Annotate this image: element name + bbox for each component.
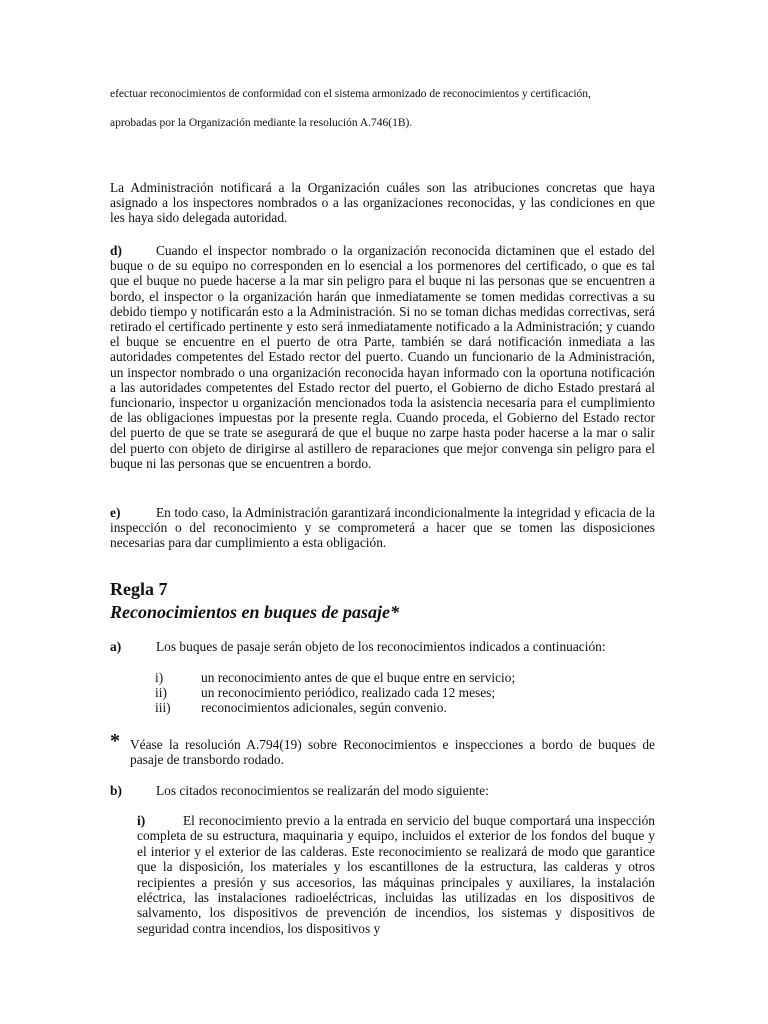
list-item-number: i)	[155, 670, 164, 685]
list-item-text: reconocimientos adicionales, según convenio.	[201, 700, 447, 715]
item-d-label: d)	[110, 243, 122, 258]
list-item	[155, 670, 515, 685]
list-item-text: un reconocimiento antes de que el buque entre en servicio;	[201, 670, 516, 685]
top-line-2: aprobadas por la Organización mediante la resolución A.746(1B).	[110, 117, 413, 129]
paragraph-admin-notice: La Administración notificará a la Organización cuáles son las atribuciones concretas que haya asignado a los inspectores nombrados o a las organizaciones reconocidas, y las condiciones en que les haya sido delegada autoridad.	[110, 180, 655, 226]
footnote-text: Véase la resolución A.794(19) sobre Reconocimientos e inspecciones a bordo de buques de pasaje de transbordo rodado.	[130, 737, 655, 768]
item-b-label: b)	[110, 783, 122, 798]
item-b-i-text: El reconocimiento previo a la entrada en servicio del buque comportará una inspección completa de su estructura, maquinaria y equipo, incluidos el exterior de los fondos del buque y el interior y el exterior de las calderas. Este reconocimiento se realizará de modo que garantice que la disposición, los materiales y los escantillones de la estructura, las calderas y otros recipientes a presión y sus accesorios, las máquinas principales y auxiliares, la instalación eléctrica, las instalaciones radioeléctricas, incluidas las utilizadas en los dispositivos de salvamento, los dispositivos de prevención de incendios, los sistemas y dispositivos de seguridad contra incendios, los dispositivos y	[137, 813, 655, 936]
list-item-number: ii)	[155, 685, 167, 700]
list-item	[155, 685, 495, 700]
item-a-label: a)	[110, 639, 122, 654]
list-item	[155, 700, 447, 715]
item-b-text: Los citados reconocimientos se realizarán del modo siguiente:	[156, 783, 489, 798]
footnote-mark: *	[110, 730, 120, 752]
rule-title: Reconocimientos en buques de pasaje*	[110, 602, 399, 622]
item-b-i-number: i)	[137, 813, 146, 828]
item-b-i-paragraph	[137, 813, 655, 936]
item-e-text: En todo caso, la Administración garantizará incondicionalmente la integridad y eficacia de la inspección o del reconocimiento y se comprometerá a hacer que se tomen las disposiciones necesarias para dar cumplimiento a esta obligación.	[110, 505, 655, 551]
item-e-label: e)	[110, 505, 121, 520]
list-item-text: un reconocimiento periódico, realizado cada 12 meses;	[201, 685, 496, 700]
item-d-text: Cuando el inspector nombrado o la organización reconocida dictaminen que el estado del buque o de su equipo no corresponden en lo esencial a los pormenores del certificado, o que es tal que el buque no puede hacerse a la mar sin peligro para el buque ni las personas que se encuentren a bordo, el inspector o la organización harán que inmediatamente se tomen medidas correctivas a su debido tiempo y notificarán esto a la Administración. Si no se toman dichas medidas correctivas, será retirado el certificado pertinente y esto será inmediatamente notificado a la Administración; y cuando el buque se encuentre en el puerto de otra Parte, también se dará notificación inmediata a las autoridades competentes del Estado rector del puerto. Cuando un funcionario de la Administración, un inspector nombrado o una organización reconocida hayan informado con la oportuna notificación a las autoridades competentes del Estado rector del puerto, el Gobierno de dicho Estado prestará al funcionario, inspector u organización mencionados toda la asistencia necesaria para el cumplimiento de las obligaciones impuestas por la presente regla. Cuando proceda, el Gobierno del Estado rector del puerto de que se trate se asegurará de que el buque no zarpe hasta poder hacerse a la mar o salir del puerto con objeto de dirigirse al astillero de reparaciones que mejor convenga sin peligro para el buque ni las personas que se encuentren a bordo.	[110, 243, 655, 471]
item-a-text: Los buques de pasaje serán objeto de los reconocimientos indicados a continuación:	[156, 639, 606, 654]
rule-heading: Regla 7	[110, 579, 168, 599]
list-item-number: iii)	[155, 700, 171, 715]
top-line-1: efectuar reconocimientos de conformidad con el sistema armonizado de reconocimientos y certificación,	[110, 88, 591, 100]
